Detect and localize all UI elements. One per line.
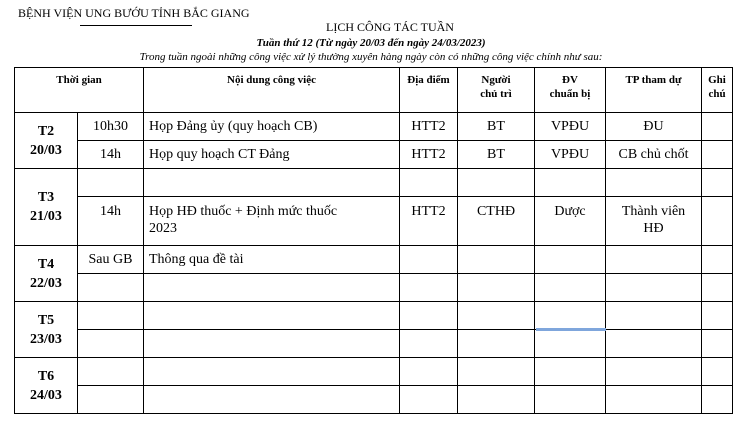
- time-cell: 10h30: [78, 113, 144, 141]
- location-cell: HTT2: [400, 141, 458, 169]
- schedule-title: LỊCH CÔNG TÁC TUẦN: [326, 20, 454, 34]
- unit-cell: VPĐU: [535, 113, 606, 141]
- attendees-cell: [606, 386, 702, 414]
- note-cell: [702, 330, 733, 358]
- unit-cell: VPĐU: [535, 141, 606, 169]
- chair-cell: [458, 358, 535, 386]
- unit-cell: [535, 246, 606, 274]
- col-header-unit-line2: chuẩn bị: [549, 88, 591, 100]
- attendees-line2: HĐ: [643, 221, 664, 236]
- col-header-note-line1: Ghi: [708, 74, 726, 86]
- col-header-location: Địa điểm: [400, 68, 458, 113]
- table-row: [15, 169, 733, 197]
- table-row: [15, 113, 733, 141]
- time-cell: 14h: [78, 141, 144, 169]
- location-cell: HTT2: [400, 197, 458, 246]
- time-cell: [78, 358, 144, 386]
- chair-cell: [458, 246, 535, 274]
- unit-cell: Dược: [535, 197, 606, 246]
- day-date: 21/03: [30, 209, 62, 224]
- attendees-line1: Thành viên: [621, 204, 686, 219]
- day-cell: [15, 169, 78, 246]
- unit-cell: [535, 302, 606, 330]
- attendees-cell: [606, 246, 702, 274]
- col-header-content: Nội dung công việc: [144, 68, 400, 113]
- content-line1: Họp HĐ thuốc + Định mức thuốc: [149, 204, 338, 219]
- content-cell: [144, 358, 400, 386]
- content-cell: [144, 386, 400, 414]
- col-header-time: Thời gian: [15, 68, 144, 113]
- hospital-name: BỆNH VIỆN UNG BƯỚU TỈNH BẮC GIANG: [18, 6, 250, 20]
- time-cell: [78, 169, 144, 197]
- day-name: T3: [37, 190, 55, 205]
- attendees-cell: [606, 197, 702, 246]
- chair-cell: CTHĐ: [458, 197, 535, 246]
- attendees-cell: [606, 302, 702, 330]
- time-cell: [78, 302, 144, 330]
- col-header-unit-line1: ĐV: [562, 74, 578, 86]
- day-name: T6: [37, 368, 55, 384]
- col-header-chair-line2: chủ trì: [480, 88, 512, 100]
- content-line2: 2023: [149, 221, 177, 236]
- table-row: [15, 358, 733, 386]
- unit-cell: [535, 169, 606, 197]
- week-range: Tuần thứ 12 (Từ ngày 20/03 đến ngày 24/03/2023): [256, 37, 486, 49]
- attendees-cell: [606, 274, 702, 302]
- content-cell: Thông qua đề tài: [144, 246, 400, 274]
- table-row: [15, 386, 733, 414]
- day-date: 24/03: [30, 387, 62, 403]
- note-cell: [702, 358, 733, 386]
- table-row: [15, 302, 733, 330]
- day-cell: [15, 246, 78, 302]
- time-cell: [78, 330, 144, 358]
- day-date: 23/03: [30, 331, 62, 347]
- chair-cell: [458, 274, 535, 302]
- attendees-cell: [606, 169, 702, 197]
- schedule-table: [14, 67, 733, 414]
- chair-cell: [458, 386, 535, 414]
- day-name: T4: [37, 256, 55, 272]
- note-cell: [702, 386, 733, 414]
- location-cell: [400, 358, 458, 386]
- col-header-attendees: TP tham dự: [606, 68, 702, 113]
- note-cell: [702, 302, 733, 330]
- location-cell: [400, 169, 458, 197]
- table-row: [15, 246, 733, 274]
- table-row: [15, 274, 733, 302]
- day-name: T5: [37, 312, 55, 328]
- content-cell: [144, 330, 400, 358]
- table-row: [15, 330, 733, 358]
- chair-cell: BT: [458, 113, 535, 141]
- attendees-cell: CB chủ chốt: [606, 141, 702, 169]
- location-cell: [400, 302, 458, 330]
- content-cell: [144, 169, 400, 197]
- note-cell: [702, 141, 733, 169]
- col-header-chair: [458, 68, 535, 113]
- content-cell: [144, 197, 400, 246]
- note-cell: [702, 197, 733, 246]
- table-row: [15, 197, 733, 246]
- content-cell: Họp Đảng ủy (quy hoạch CB): [144, 113, 400, 141]
- location-cell: [400, 274, 458, 302]
- unit-cell: [535, 330, 606, 358]
- table-row: [15, 141, 733, 169]
- day-date: 20/03: [30, 142, 62, 158]
- note-cell: [702, 113, 733, 141]
- day-name: T2: [37, 123, 55, 139]
- day-cell: [15, 302, 78, 358]
- time-cell: Sau GB: [78, 246, 144, 274]
- time-cell: [78, 274, 144, 302]
- chair-cell: [458, 330, 535, 358]
- chair-cell: BT: [458, 141, 535, 169]
- time-cell: 14h: [78, 197, 144, 246]
- hospital-name-underline: [80, 25, 192, 26]
- col-header-unit: [535, 68, 606, 113]
- attendees-cell: ĐU: [606, 113, 702, 141]
- col-header-chair-line1: Người: [481, 74, 511, 86]
- note-cell: [702, 274, 733, 302]
- content-cell: [144, 274, 400, 302]
- chair-cell: [458, 302, 535, 330]
- unit-cell: [535, 358, 606, 386]
- day-cell: [15, 358, 78, 414]
- note-cell: [702, 169, 733, 197]
- unit-cell: [535, 274, 606, 302]
- day-cell: [15, 113, 78, 169]
- chair-cell: [458, 169, 535, 197]
- cell-selection-highlight: [536, 328, 606, 331]
- attendees-cell: [606, 358, 702, 386]
- content-cell: Họp quy hoạch CT Đảng: [144, 141, 400, 169]
- col-header-note: [702, 68, 733, 113]
- location-cell: [400, 246, 458, 274]
- intro-note: Trong tuần ngoài những công việc xử lý thường xuyên hàng ngày còn có những công việc chính như sau:: [139, 51, 603, 63]
- location-cell: HTT2: [400, 113, 458, 141]
- unit-cell: [535, 386, 606, 414]
- header-row: [15, 68, 733, 113]
- note-cell: [702, 246, 733, 274]
- attendees-cell: [606, 330, 702, 358]
- location-cell: [400, 386, 458, 414]
- location-cell: [400, 330, 458, 358]
- content-cell: [144, 302, 400, 330]
- time-cell: [78, 386, 144, 414]
- day-date: 22/03: [30, 275, 62, 291]
- col-header-note-line2: chú: [708, 88, 726, 100]
